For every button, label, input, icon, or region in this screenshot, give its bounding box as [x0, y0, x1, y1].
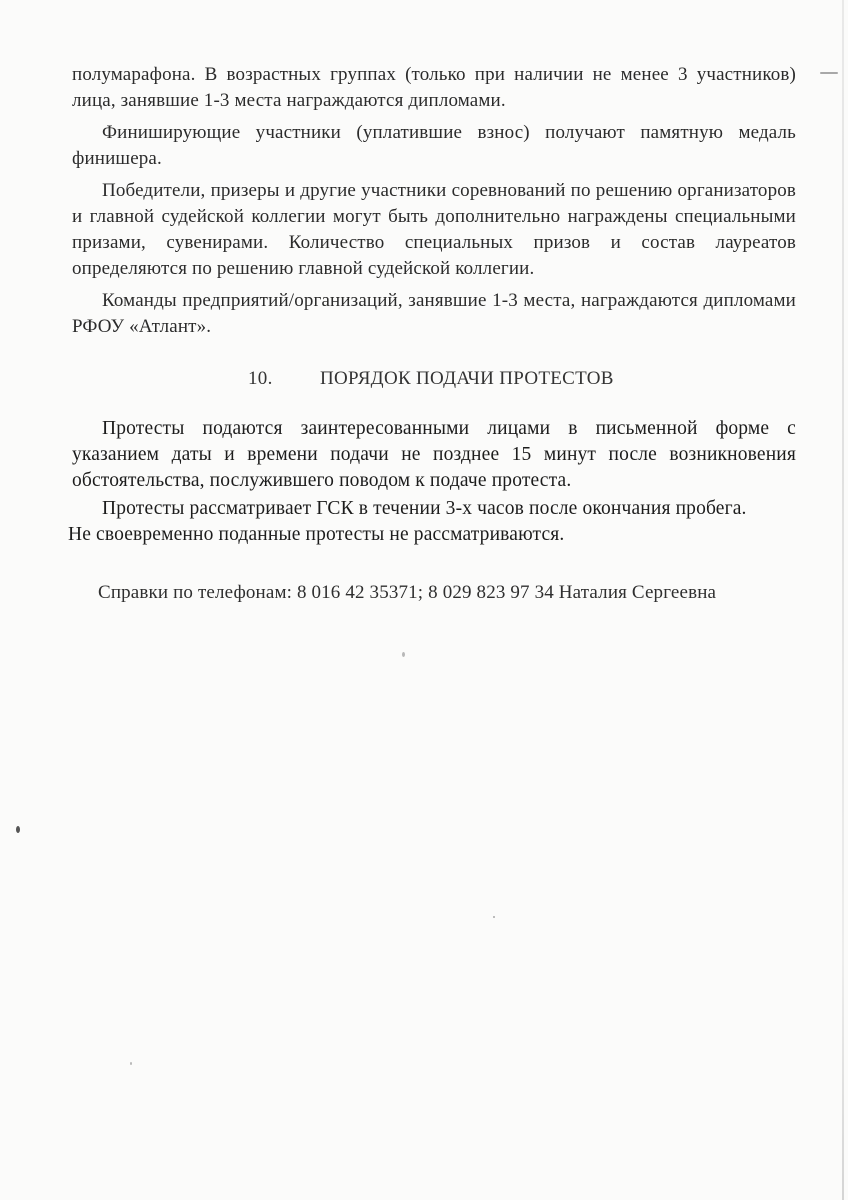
document-body — [68, 62, 796, 606]
contact-line: Справки по телефонам: 8 016 42 35371; 8 029 823 97 34 Наталия Сергеевна — [98, 582, 717, 603]
scan-speck — [493, 916, 495, 918]
paragraph-age-groups: полумарафона. В возрастных группах (только при наличии не менее 3 участников) лица, занявшие 1-3 места награждаются дипломами. — [72, 64, 796, 111]
paragraph-special-prizes: Победители, призеры и другие участники соревнований по решению организаторов и главной судейской коллегии могут быть дополнительно награждены специальными призами, сувенирами. Количество специальных призов и состав лауреатов определяются по решению главной судейской коллегии. — [72, 180, 796, 279]
paragraph-protest-review: Протесты рассматривает ГСК в течении 3-х часов после окончания пробега. — [102, 498, 747, 519]
scan-speck — [402, 652, 405, 657]
scan-speck — [16, 826, 20, 833]
scan-speck — [130, 1062, 132, 1065]
paragraph-finisher-medal: Финиширующие участники (уплатившие взнос) получают памятную медаль финишера. — [72, 122, 796, 169]
section-number: 10. — [248, 368, 273, 389]
scan-edge — [842, 0, 844, 1200]
paragraph-team-awards: Команды предприятий/организаций, занявшие 1-3 места, награждаются дипломами РФОУ «Атлант». — [72, 290, 796, 337]
scan-speck — [820, 72, 838, 74]
section-heading — [72, 366, 796, 392]
section-title: ПОРЯДОК ПОДАЧИ ПРОТЕСТОВ — [320, 368, 614, 389]
paragraph-late-protests: Не своевременно поданные протесты не рассматриваются. — [68, 524, 565, 545]
paragraph-protest-filing: Протесты подаются заинтересованными лицами в письменной форме с указанием даты и времени подачи не позднее 15 минут после возникновения обстоятельства, послужившего поводом к подаче протеста. — [72, 418, 796, 491]
